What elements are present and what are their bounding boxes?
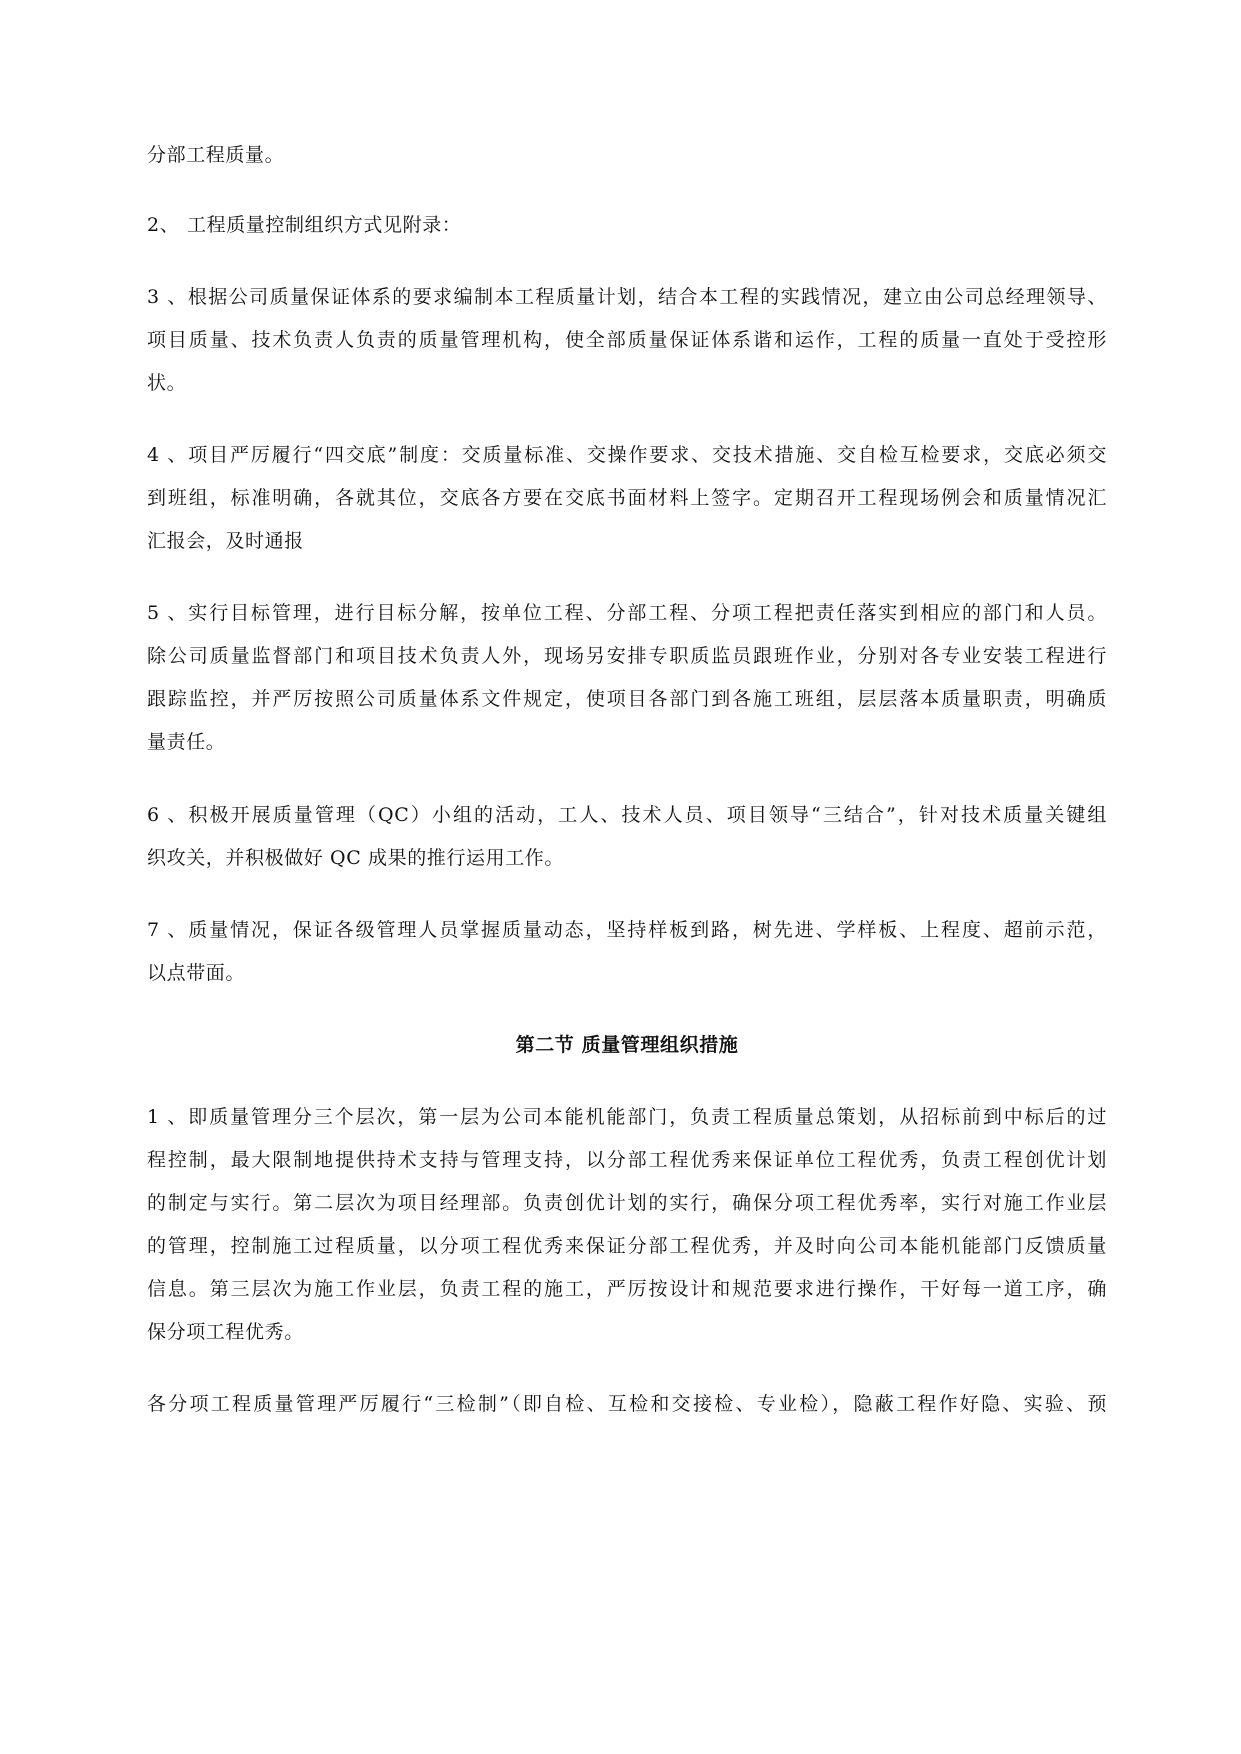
text-line: 量责任。 [147,731,226,753]
text-line: 项目质量、技术负责人负责的质量管理机构，使全部质量保证体系谐和运作，工程的质量一直处于受控形 [147,329,1107,351]
text-line: 质量情况，保证各级管理人员掌握质量动态，坚持样板到路，树先进、学样板、上程度、超前示范， [187,919,1107,941]
text-line: 积极开展质量管理（QC）小组的活动，工人、技术人员、项目领导“三结合”，针对技术质量关键组 [187,804,1107,826]
text-line: 状。 [147,372,187,394]
text-line: 根据公司质量保证体系的要求编制本工程质量计划，结合本工程的实践情况，建立由公司总经理领导、 [187,286,1107,308]
text-line: 工程质量控制组织方式见附录： [187,214,462,236]
numbered-item-2 [147,212,1107,238]
item-number: 5、 [147,602,187,624]
text-line: 织攻关，并积极做好 QC 成果的推行运用工作。 [147,847,564,869]
text-line: 程控制，最大限制地提供持术支持与管理支持，以分部工程优秀来保证单位工程优秀，负责工程创优计划 [147,1149,1107,1171]
item-number: 4、 [147,444,187,466]
text-line: 信息。第三层次为施工作业层，负责工程的施工，严厉按设计和规范要求进行操作，干好每一道工序，确 [147,1278,1107,1300]
text-line: 即质量管理分三个层次，第一层为公司本能机能部门，负责工程质量总策划，从招标前到中标后的过 [187,1106,1107,1128]
numbered-item-7 [147,917,1107,943]
item-number: 7、 [147,919,187,941]
numbered-item-5 [147,600,1107,626]
text-line: 除公司质量监督部门和项目技术负责人外，现场另安排专职质监员跟班作业，分别对各专业安装工程进行 [147,645,1107,667]
text-line: 的制定与实行。第二层次为项目经理部。负责创优计划的实行，确保分项工程优秀率，实行对施工作业层 [147,1192,1107,1214]
text-line: 到班组，标准明确，各就其位，交底各方要在交底书面材料上签字。定期召开工程现场例会和质量情况汇 [147,487,1107,509]
text-line: 分部工程质量。 [147,144,285,166]
text-line: 的管理，控制施工过程质量，以分项工程优秀来保证分部工程优秀，并及时向公司本能机能部门反馈质量 [147,1235,1107,1257]
text-line: 实行目标管理，进行目标分解，按单位工程、分部工程、分项工程把责任落实到相应的部门和人员。 [187,602,1107,624]
item-number: 1、 [147,1106,187,1128]
text-line: 跟踪监控，并严厉按照公司质量体系文件规定，使项目各部门到各施工班组，层层落本质量职责，明确质 [147,688,1107,710]
numbered-item-6 [147,802,1107,828]
numbered-item-3 [147,284,1107,310]
text-line: 保分项工程优秀。 [147,1321,304,1343]
text-line: 汇报会，及时通报 [147,530,304,552]
text-line: 各分项工程质量管理严厉履行“三检制”（即自检、互检和交接检、专业检），隐蔽工程作好隐、实验、预 [147,1393,1107,1415]
text-line: 项目严厉履行“四交底”制度：交质量标准、交操作要求、交技术措施、交自检互检要求，交底必须交 [187,444,1107,466]
section-heading: 第二节 质量管理组织措施 [515,1034,739,1056]
numbered-item-4 [147,442,1107,468]
item-number: 3、 [147,286,187,308]
item-number: 6、 [147,804,187,826]
text-line: 以点带面。 [147,962,246,984]
item-number: 2、 [147,214,180,236]
numbered-item-1 [147,1104,1107,1130]
